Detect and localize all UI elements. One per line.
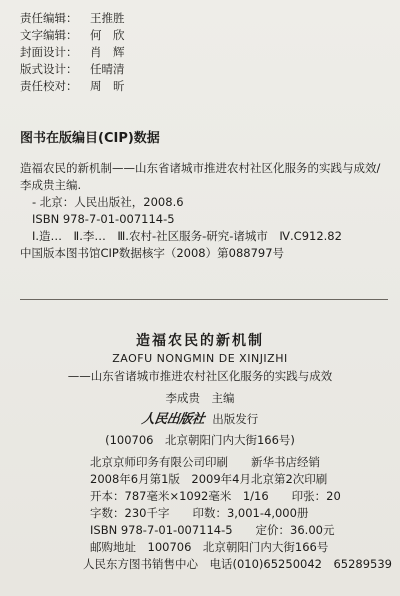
spec-mail-order: 邮购地址 100706 北京朝阳门内大街166号: [90, 540, 329, 554]
book-title-pinyin: ZAOFU NONGMIN DE XINJIZHI: [112, 352, 288, 365]
bleed-through-text: [150, 22, 234, 39]
book-subtitle: ——山东省诸城市推进农村社区化服务的实践与成效: [67, 369, 333, 383]
editorial-credits: [20, 10, 125, 95]
credit-line: 责任编辑： 王推胜: [20, 11, 125, 25]
cip-record-number-line: 中国版本图书馆CIP数据核字（2008）第088797号: [20, 246, 285, 260]
spec-wordcount: 字数：230千字 印数：3,001-4,000册: [90, 506, 309, 520]
book-title: 造福农民的新机制: [136, 333, 264, 349]
spec-isbn-price: ISBN 978-7-01-007114-5 定价：36.00元: [90, 523, 335, 537]
cip-isbn-line: ISBN 978-7-01-007114-5: [32, 212, 175, 226]
credit-line: 封面设计： 肖 辉: [20, 45, 125, 59]
cip-title-line: 造福农民的新机制——山东省诸城市推进农村社区化服务的实践与成效/: [20, 161, 381, 175]
publisher-line: [0, 408, 400, 427]
spec-printer: 北京京师印务有限公司印刷 新华书店经销: [90, 455, 320, 469]
publisher-address: (100706 北京朝阳门内大街166号): [105, 433, 295, 447]
credit-line: 文字编辑： 何 欣: [20, 28, 125, 42]
cip-editor-line: 李成贵主编.: [20, 178, 82, 192]
publisher-logo: 人民出版社: [140, 412, 206, 427]
spec-edition: 2008年6月第1版 2009年4月北京第2次印刷: [90, 472, 328, 486]
cip-publisher-line: - 北京：人民出版社，2008.6: [32, 195, 184, 209]
cip-subject-line: Ⅰ.造… Ⅱ.李… Ⅲ.农村-社区服务-研究-诸城市 Ⅳ.C912.82: [32, 229, 342, 243]
credit-line: 责任校对： 周 昕: [20, 79, 125, 93]
publisher-action: 出版发行: [212, 412, 259, 426]
section-divider: [20, 299, 388, 300]
cip-data-block: [20, 160, 392, 262]
spec-sales-center: 人民东方图书销售中心 电话(010)65250042 65289539: [83, 557, 392, 571]
spec-format: 开本：787毫米×1092毫米 1/16 印张：20: [90, 489, 341, 503]
book-author: 李成贵 主编: [165, 391, 235, 405]
credit-line: 版式设计： 任晴清: [20, 62, 125, 76]
cip-heading: 图书在版编目(CIP)数据: [20, 131, 160, 146]
